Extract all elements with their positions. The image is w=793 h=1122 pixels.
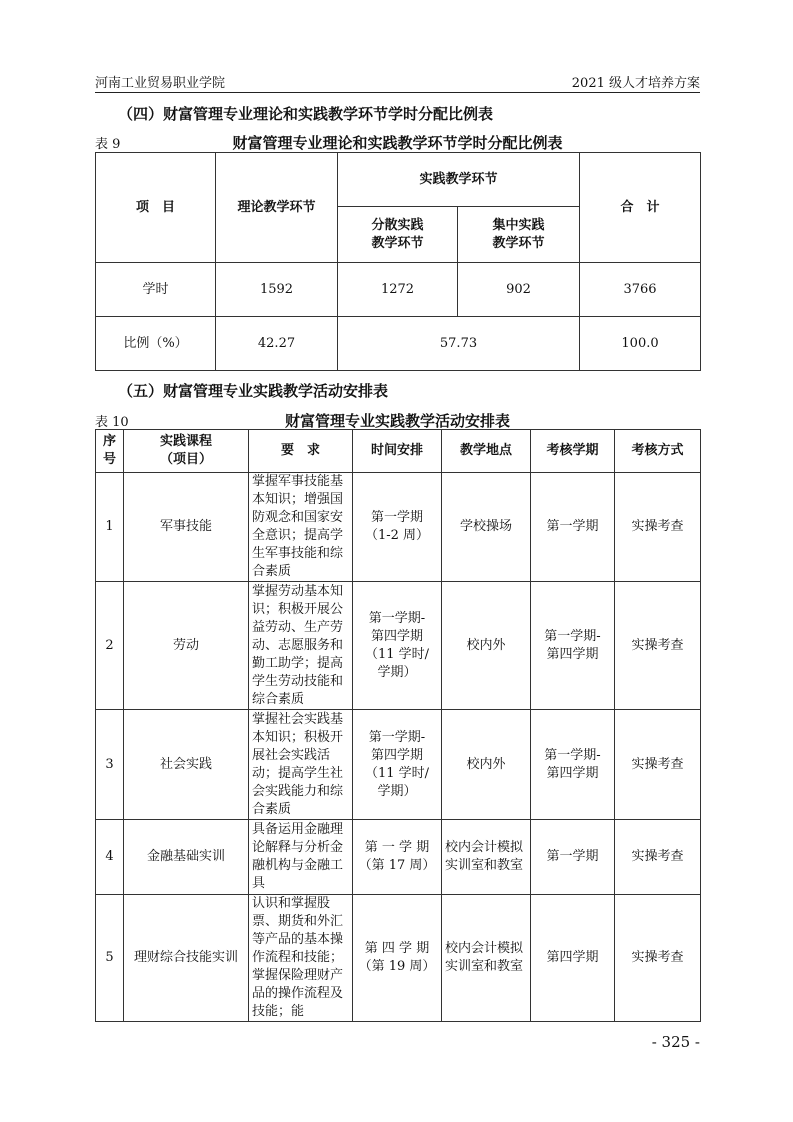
header-time: 时间安排: [353, 430, 442, 473]
total-cell: 3766: [580, 263, 701, 317]
header-method: 考核方式: [615, 430, 701, 473]
row-label: 学时: [96, 263, 216, 317]
time-cell: 第 四 学 期 （第 19 周）: [353, 895, 442, 1022]
header-req: 要 求: [249, 430, 353, 473]
total-cell: 100.0: [580, 317, 701, 371]
term-cell: 第一学期- 第四学期: [531, 710, 615, 820]
header-theory: 理论教学环节: [216, 153, 338, 263]
course-cell: 劳动: [124, 582, 249, 710]
page-number: - 325 -: [651, 1033, 700, 1051]
req-cell: 掌握劳动基本知识；积极开展公益劳动、生产劳动、志愿服务和勤工助学；提高学生劳动技能和综合素质: [249, 582, 353, 710]
table-row: [96, 820, 701, 895]
header-dispersed: 分散实践 教学环节: [338, 207, 458, 263]
place-cell: 学校操场: [442, 473, 531, 582]
place-cell: 校内外: [442, 710, 531, 820]
no-cell: 3: [96, 710, 124, 820]
header-total: 合 计: [580, 153, 701, 263]
course-cell: 金融基础实训: [124, 820, 249, 895]
place-cell: 校内会计模拟实训室和教室: [442, 820, 531, 895]
header-term: 考核学期: [531, 430, 615, 473]
table10-title: 财富管理专业实践教学活动安排表: [284, 412, 510, 430]
table9-title: 财富管理专业理论和实践教学环节学时分配比例表: [232, 134, 563, 152]
term-cell: 第一学期: [531, 473, 615, 582]
no-cell: 5: [96, 895, 124, 1022]
row-label: 比例（%）: [96, 317, 216, 371]
req-cell: 掌握社会实践基本知识；积极开展社会实践活动；提高学生社会实践能力和综合素质: [249, 710, 353, 820]
theory-cell: 1592: [216, 263, 338, 317]
header-item: 项 目: [96, 153, 216, 263]
req-cell: 具备运用金融理论解释与分析金融机构与金融工具: [249, 820, 353, 895]
header-course: 实践课程 （项目）: [124, 430, 249, 473]
req-cell: 掌握军事技能基本知识；增强国防观念和国家安全意识；提高学生军事技能和综合素质: [249, 473, 353, 582]
section4-heading: （四）财富管理专业理论和实践教学环节学时分配比例表: [118, 105, 494, 123]
method-cell: 实操考查: [615, 473, 701, 582]
req-cell: 认识和掌握股票、期货和外汇等产品的基本操作流程和技能；掌握保险理财产品的操作流程及技能；能: [249, 895, 353, 1022]
no-cell: 1: [96, 473, 124, 582]
course-cell: 社会实践: [124, 710, 249, 820]
table-row: [96, 895, 701, 1022]
practice-cell: 57.73: [338, 317, 580, 371]
header-place: 教学地点: [442, 430, 531, 473]
place-cell: 校内外: [442, 582, 531, 710]
no-cell: 4: [96, 820, 124, 895]
table10: [95, 429, 701, 1022]
time-cell: 第一学期- 第四学期 （11 学时/ 学期）: [353, 710, 442, 820]
theory-cell: 42.27: [216, 317, 338, 371]
term-cell: 第一学期: [531, 820, 615, 895]
header-plan: 2021 级人才培养方案: [571, 76, 700, 91]
course-cell: 理财综合技能实训: [124, 895, 249, 1022]
header-practice: 实践教学环节: [338, 153, 580, 207]
table-row: [96, 710, 701, 820]
time-cell: 第一学期 （1-2 周）: [353, 473, 442, 582]
header-school: 河南工业贸易职业学院: [95, 76, 226, 91]
header-no: 序 号: [96, 430, 124, 473]
table-row: [96, 263, 701, 317]
table-row: [96, 582, 701, 710]
term-cell: 第四学期: [531, 895, 615, 1022]
time-cell: 第一学期- 第四学期 （11 学时/ 学期）: [353, 582, 442, 710]
course-cell: 军事技能: [124, 473, 249, 582]
time-cell: 第 一 学 期 （第 17 周）: [353, 820, 442, 895]
table9: [95, 152, 701, 371]
table10-caption: 表 10: [95, 415, 129, 430]
term-cell: 第一学期- 第四学期: [531, 582, 615, 710]
table9-caption: 表 9: [95, 137, 121, 152]
method-cell: 实操考查: [615, 820, 701, 895]
table-row: [96, 317, 701, 371]
method-cell: 实操考查: [615, 582, 701, 710]
header-rule: [95, 92, 700, 93]
method-cell: 实操考查: [615, 710, 701, 820]
section5-heading: （五）财富管理专业实践教学活动安排表: [118, 382, 389, 400]
place-cell: 校内会计模拟实训室和教室: [442, 895, 531, 1022]
method-cell: 实操考查: [615, 895, 701, 1022]
concentrated-cell: 902: [458, 263, 580, 317]
no-cell: 2: [96, 582, 124, 710]
header-concentrated: 集中实践 教学环节: [458, 207, 580, 263]
dispersed-cell: 1272: [338, 263, 458, 317]
table-row: [96, 473, 701, 582]
